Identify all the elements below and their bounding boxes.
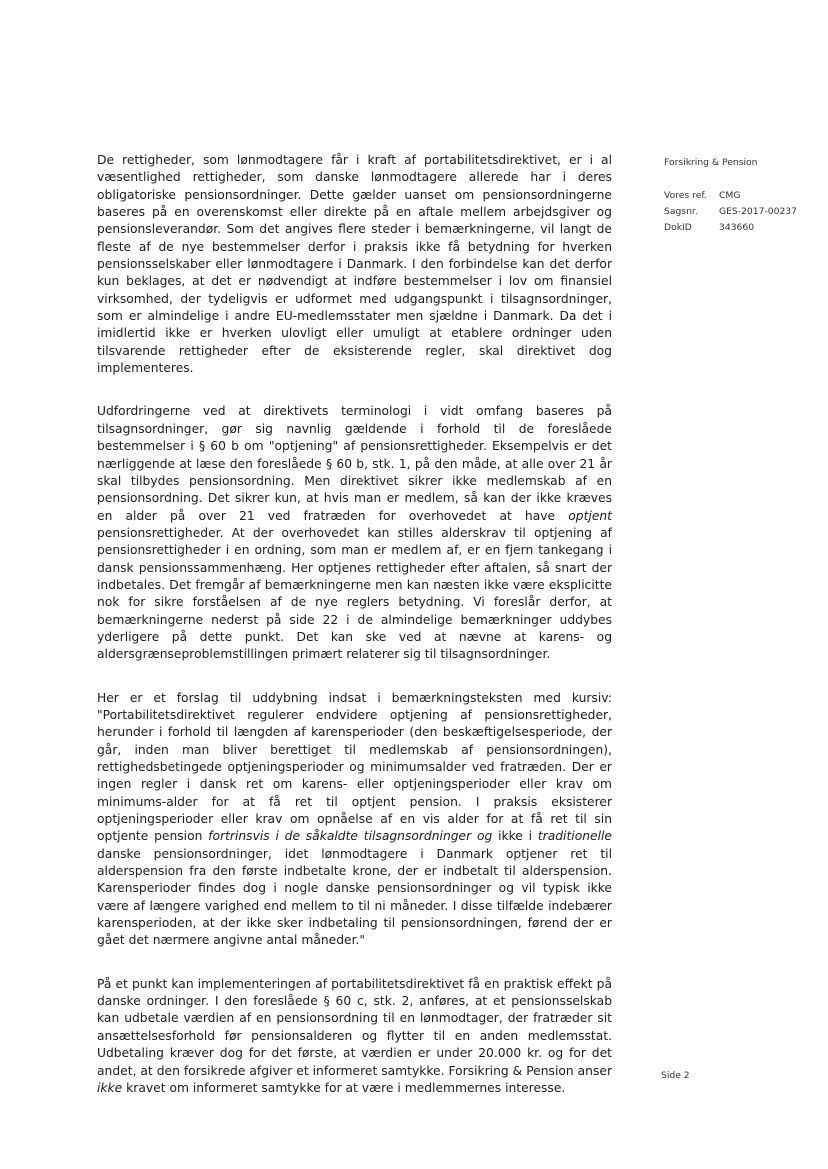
paragraph-3-italic-1: fortrinsvis i de såkaldte tilsagnsordninger og (208, 829, 493, 844)
ref-row (664, 188, 814, 204)
page-number: Side 2 (661, 1070, 690, 1081)
docid-row (664, 220, 814, 236)
case-value: GES-2017-00237 (719, 206, 797, 217)
paragraph-1: De rettigheder, som lønmodtagere får i kraft af portabilitetsdirektivet, er i al væsentlighed rettigheder, som danske lønmodtagere allerede har i deres obligatoriske pensionsordninger. Dette gælder uanset om pensionsordningerne baseres på en overenskomst eller direkte på en aftale mellem arbejdsgiver og pensionsleverandør. Som det angives flere steder i bemærkningerne, vil langt de fleste af de nye bestemmelser derfor i praksis ikke få betydning for hverken pensionsselskaber eller lønmodtagere i Danmark. I den forbindelse kan det derfor kun beklages, at det er nødvendigt at indføre bestemmelser i lov om finansiel virksomhed, der tydeligvis er udformet med udgangspunkt i tilsagnsordninger, som er almindelige i andre EU-medlemsstater men sjældne i Danmark. Da det i imidlertid ikke er hverken ulovligt eller umuligt at etablere ordninger uden tilsvarende rettigheder efter de eksisterende regler, skal direktivet dog implementeres. (97, 153, 612, 376)
paragraph-2-text-a: Udfordringerne ved at direktivets terminologi i vidt omfang baseres på tilsagnsordninger, gør sig navnlig gældende i forhold til de foreslåede bestemmelser i § 60 b om "optjening" af pensionsrettigheder. Eksempelvis er det nærliggende at læse den foreslåede § 60 b, stk. 1, på den måde, at alle over 21 år skal tilbydes pensionsordning. Men direktivet sikrer ikke medlemskab af en pensionsordning. Det sikrer kun, at hvis man er medlem, så kan der ikke kræves en alder på over 21 ved fratræden for overhovedet at have (97, 404, 612, 523)
docid-value: 343660 (719, 222, 755, 233)
case-label: Sagsnr. (664, 206, 698, 217)
ref-value: CMG (719, 190, 741, 201)
paragraph-3 (97, 690, 612, 950)
paragraph-2 (97, 403, 612, 663)
paragraph-4-italic: ikke (97, 1080, 123, 1095)
paragraph-3-text-a: Her er et forslag til uddybning indsat i bemærkningsteksten med kursiv: "Portabilitetsdirektivet regulerer endvidere optjening af pensionsrettigheder, herunder i forhold til længden af karensperioder (den beskæftigelsesperiode, der går, inden man bliver berettiget til medlemskab af pensionsordningen), rettighedsbetingede optjeningsperioder og minimumsalder ved fratræden. Der er ingen regler i dansk ret om karens- eller optjeningsperioder eller krav om minimums-alder for at få ret til optjent pension. I praksis eksisterer optjeningsperioder eller krav om opnåelse af en vis alder for at få ret til sin optjente pension (97, 690, 612, 844)
paragraph-2-italic: optjent (568, 508, 612, 523)
paragraph-4 (97, 976, 612, 1097)
paragraph-2-text-b: pensionsrettigheder. At der overhovedet kan stilles alderskrav til optjening af pensionsrettigheder i en ordning, som man er medlem af, er en fjern tankegang i dansk pensionssammenhæng. Her optjenes rettigheder efter aftalen, så snart der indbetales. Det fremgår af bemærkningerne men kan næsten ikke være eksplicitte nok for sikre forståelsen af de nye reglers betydning. Vi foreslår derfor, at bemærkningerne nederst på side 22 i de almindelige bemærkninger uddybes yderligere på dette punkt. Det kan ske ved at nævne at karens- og aldersgrænseproblemstillingen primært relaterer sig til tilsagnsordninger. (97, 525, 612, 662)
sidebar-meta (664, 155, 814, 236)
document-body (97, 152, 612, 1123)
paragraph-3-text-c: danske pensionsordninger, idet lønmodtagere i Danmark optjener ret til alderspension fra den første indbetalte krone, der er indbetalt til alderspension. Karensperioder findes dog i nogle danske pensionsordninger og vil typisk ikke være af længere varighed end mellem to til ni måneder. I disse tilfælde indebærer karensperioden, at der ikke sker indbetaling til pensionsordningen, førend der er gået det nærmere angivne antal måneder." (97, 846, 612, 948)
paragraph-3-text-b: ikke i (498, 829, 533, 844)
docid-label: DokID (664, 222, 692, 233)
paragraph-4-text-b: kravet om informeret samtykke for at være i medlemmernes interesse. (126, 1080, 566, 1095)
ref-label: Vores ref. (664, 190, 707, 201)
org-name: Forsikring & Pension (664, 157, 758, 168)
paragraph-3-italic-2: traditionelle (537, 829, 612, 844)
paragraph-4-text-a: På et punkt kan implementeringen af portabilitetsdirektivet få en praktisk effekt på danske ordninger. I den foreslåede § 60 c, stk. 2, anføres, at et pensionsselskab kan udbetale værdien af en pensionsordning til en lønmodtager, der fratræder sit ansættelsesforhold før pensionsalderen og flytter til en anden medlemsstat. Udbetaling kræver dog for det første, at værdien er under 20.000 kr. og for det andet, at den forsikrede afgiver et informeret samtykke. Forsikring & Pension anser (97, 976, 612, 1078)
case-row (664, 204, 814, 220)
